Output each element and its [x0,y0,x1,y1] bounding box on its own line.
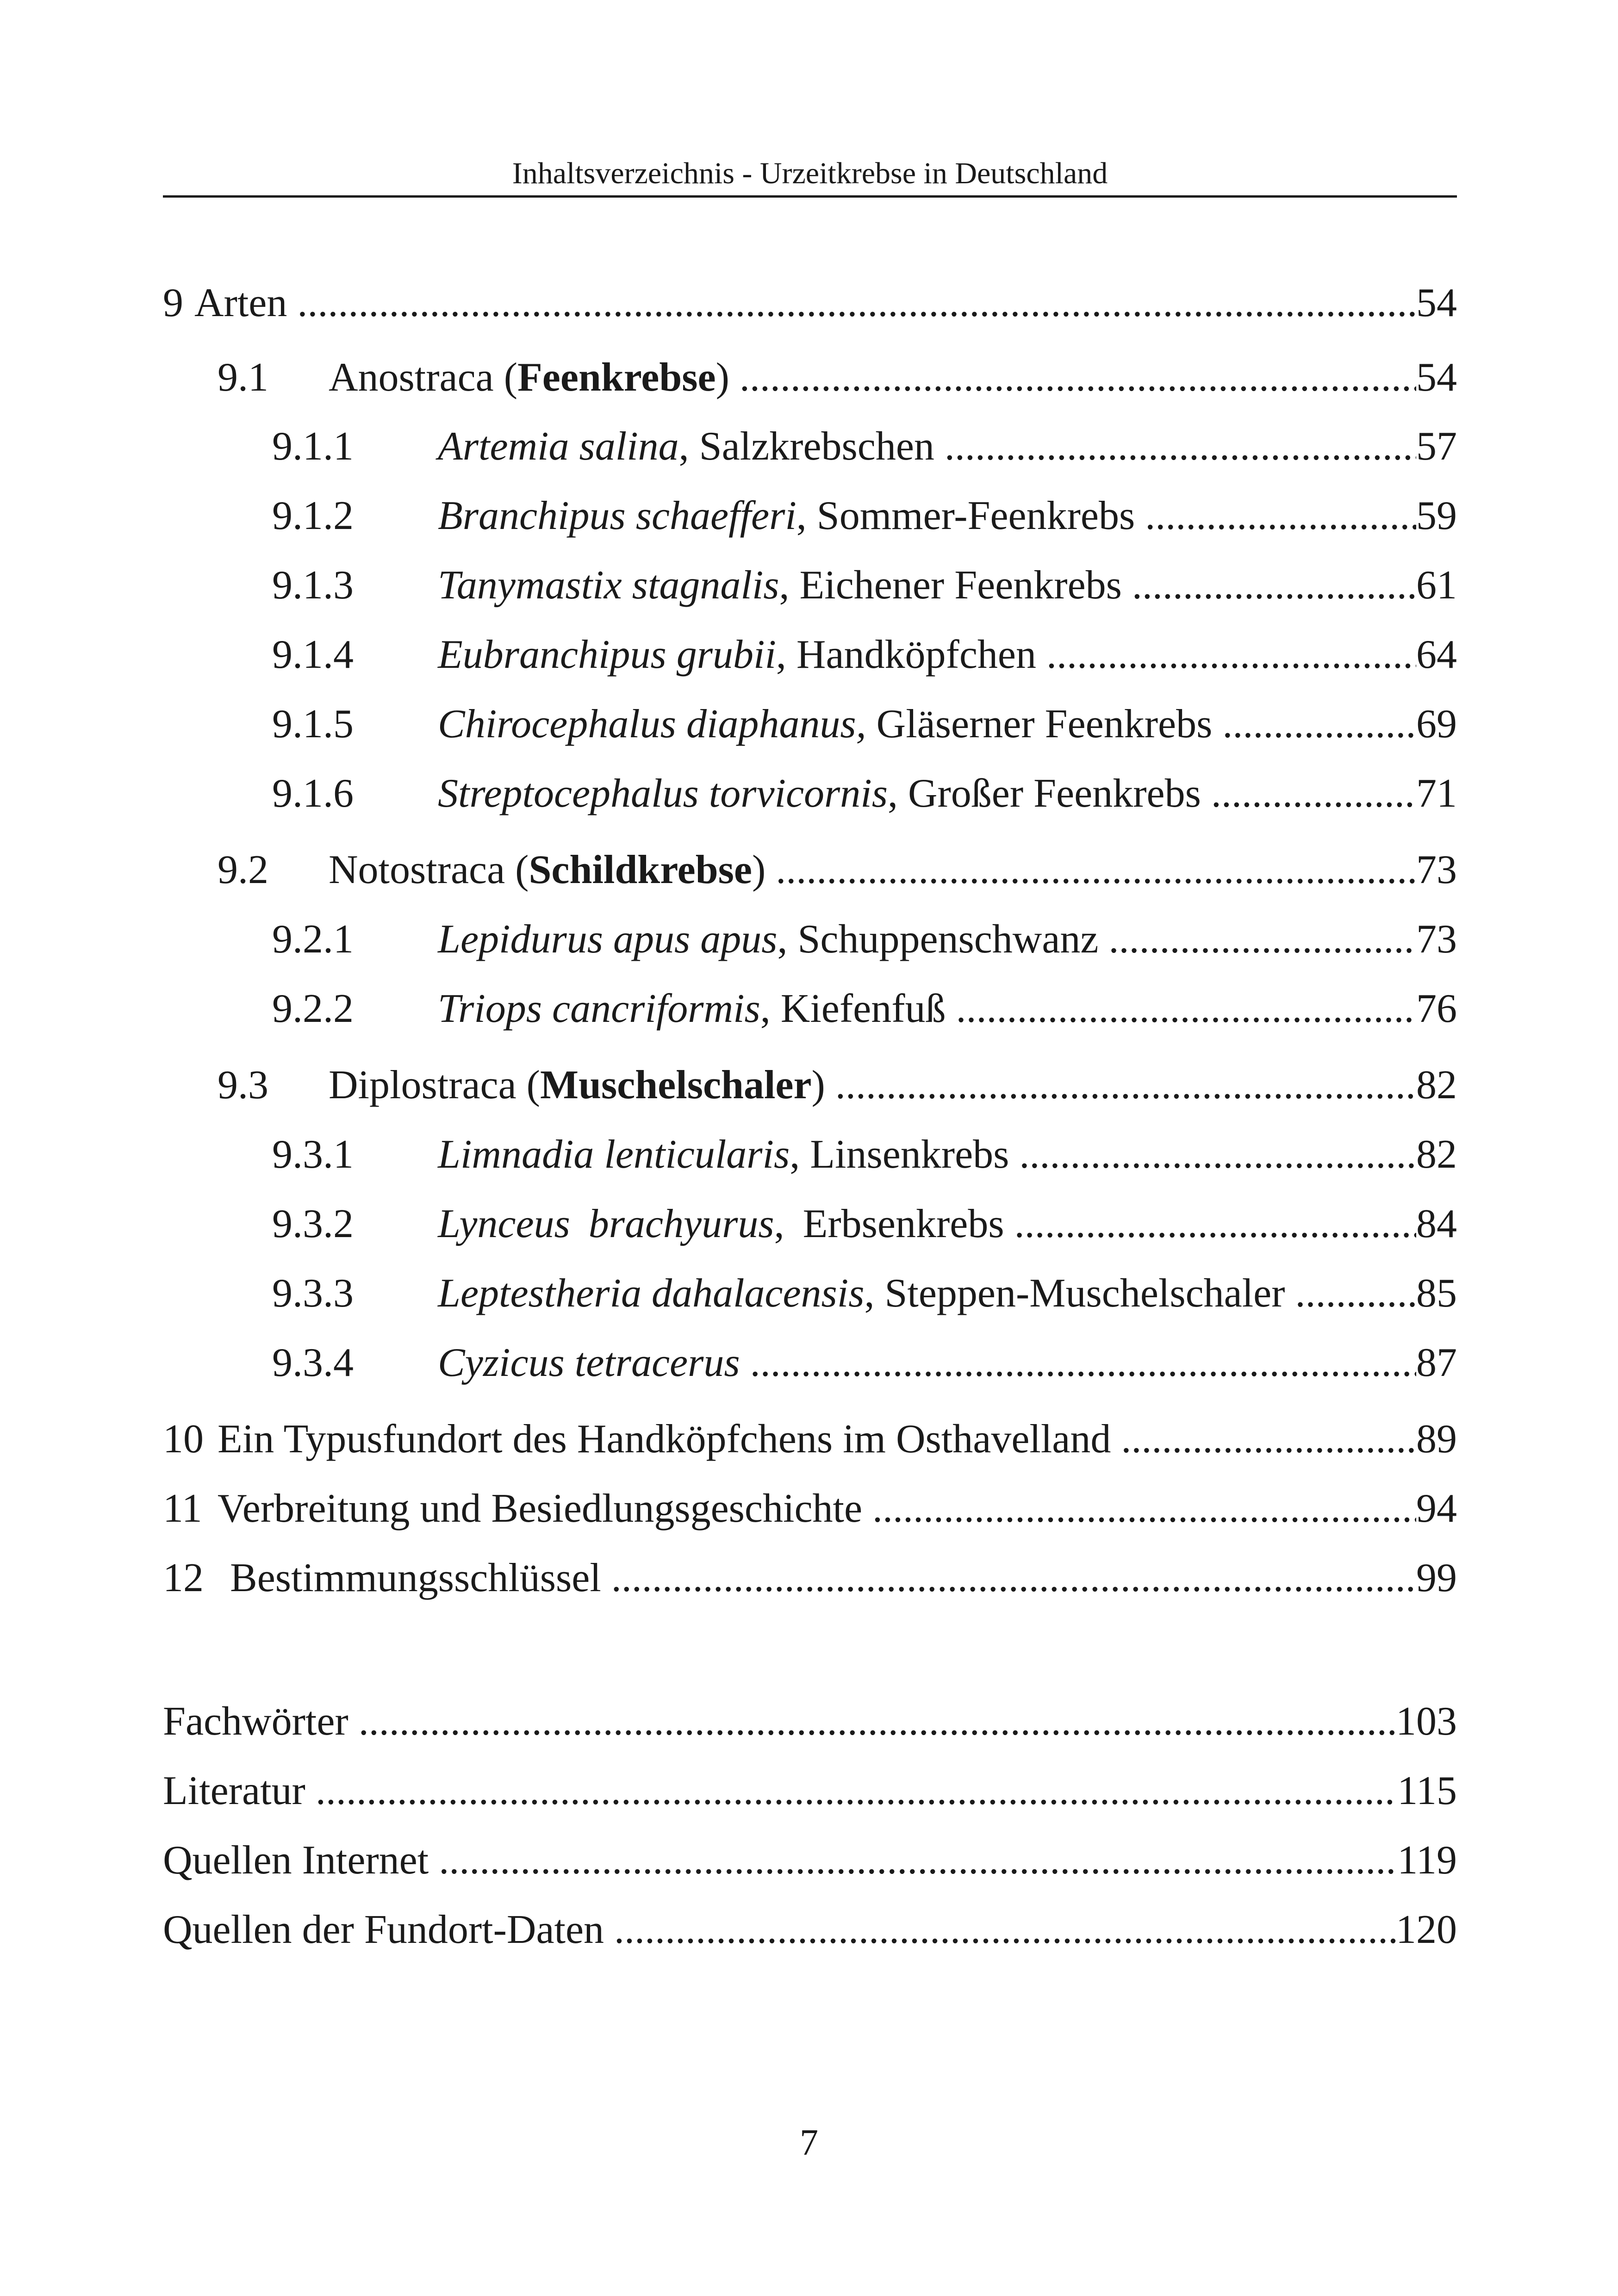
toc-page-number: 120 [1396,1904,1457,1955]
toc-page-number: 57 [1416,421,1457,472]
toc-number: 9.1.4 [272,632,354,677]
toc-page-number: 85 [1416,1268,1457,1319]
toc-entry-subsection [272,629,1457,680]
toc-leader [934,421,1416,472]
toc-leader [1201,768,1416,819]
toc-leader [1036,629,1416,680]
toc-title: Leptestheria dahalacensis, Steppen-Muschelschaler [438,1271,1285,1316]
toc-page-number: 103 [1396,1696,1457,1747]
toc-number: 9.3.3 [272,1271,354,1316]
toc-leader [1285,1268,1416,1319]
toc-title-bold: Feenkrebse [517,355,716,400]
toc-leader [1098,914,1416,965]
toc-leader [305,1766,1397,1817]
toc-title: Lynceus brachyurus, Erbsenkrebs [438,1201,1004,1246]
toc-page-number: 87 [1416,1338,1457,1388]
toc-title: Literatur [163,1768,305,1813]
toc-leader [287,278,1416,329]
toc-number: 10 [163,1417,204,1462]
toc-title: Tanymastix stagnalis, Eichener Feenkrebs [438,563,1122,608]
species-name: Limnadia lenticularis [438,1132,790,1177]
toc-number: 9.3.1 [272,1132,354,1177]
toc-entry-subsection [272,983,1457,1034]
species-name: Leptestheria dahalacensis [438,1271,865,1316]
toc-number: 9.1.1 [272,424,354,469]
toc-page-number: 99 [1416,1553,1457,1604]
toc-leader [765,845,1416,896]
toc-title: Diplostraca (Muschelschaler) [329,1063,825,1108]
toc-page-number: 94 [1416,1483,1457,1534]
toc-title [438,1338,740,1388]
toc-title: Eubranchipus grubii, Handköpfchen [438,632,1036,677]
toc-leader [1111,1414,1416,1465]
toc-page-number: 84 [1416,1199,1457,1250]
species-name: Lepidurus apus apus [438,917,778,962]
toc-title: Lepidurus apus apus, Schuppenschwanz [438,917,1099,962]
toc-page-number: 54 [1416,278,1457,329]
toc-number: 9 [163,280,183,325]
toc-entry-appendix [163,1696,1457,1747]
toc-entry-section [218,845,1457,896]
toc-title: Quellen der Fundort-Daten [163,1907,604,1952]
toc-page-number: 54 [1416,352,1457,403]
toc-page-number: 71 [1416,768,1457,819]
toc-entry-subsection [272,699,1457,750]
toc-entry-subsection [272,560,1457,611]
toc-leader [825,1060,1416,1111]
toc-number: 9.3.2 [272,1201,354,1246]
toc-title: Branchipus schaefferi, Sommer-Feenkrebs [438,493,1135,538]
running-header: Inhaltsverzeichnis - Urzeitkrebse in Deutschland [512,156,1108,190]
toc-title: Notostraca (Schildkrebse) [329,847,766,892]
toc-page-number: 82 [1416,1060,1457,1111]
toc-leader [729,352,1416,403]
toc-entry-chapter [163,1553,1457,1604]
toc-entry-chapter [163,1414,1457,1465]
toc-page-number: 119 [1397,1835,1457,1886]
header-rule [163,195,1457,198]
toc-title: Verbreitung und Besiedlungsgeschichte [218,1486,863,1531]
species-name: Chirocephalus diaphanus, [438,702,866,747]
toc-page-number: 76 [1416,983,1457,1034]
species-name: Branchipus schaefferi [438,493,797,538]
toc-number: 12 [163,1556,204,1600]
toc-number: 9.1.6 [272,771,354,816]
species-name: Artemia salina [438,424,679,469]
species-name: Eubranchipus grubii [438,632,776,677]
toc-leader [601,1553,1416,1604]
toc-entry-subsection [272,1129,1457,1180]
toc-number: 9.3 [218,1063,268,1108]
toc-title: Ein Typusfundort des Handköpfchens im Osthavelland [218,1417,1111,1462]
toc-number: 9.3.4 [272,1340,354,1385]
species-name: Cyzicus tetracerus [438,1340,740,1385]
species-name: Tanymastix stagnalis [438,563,779,608]
toc-title: Arten [194,280,287,325]
toc-leader [348,1696,1396,1747]
toc-entry-subsection [272,1268,1457,1319]
toc-leader [1009,1129,1416,1180]
toc-entry-subsection [272,914,1457,965]
toc-leader [1004,1199,1416,1250]
toc-page-number: 89 [1416,1414,1457,1465]
toc-title: Bestimmungsschlüssel [230,1556,601,1600]
toc-title-bold: Schildkrebse [529,847,752,892]
toc-entry-section [218,1060,1457,1111]
toc-leader [604,1904,1396,1955]
toc-number: 9.2.1 [272,917,354,962]
toc-entry-subsection [272,421,1457,472]
species-name: Streptocephalus torvicornis [438,771,888,816]
species-name: Triops cancriformis [438,986,760,1031]
toc-title: Quellen Internet [163,1838,429,1883]
toc-page-number: 64 [1416,629,1457,680]
toc-leader [1212,699,1416,750]
toc-title-bold: Muschelschaler [540,1063,812,1108]
toc-leader [1135,491,1416,541]
toc-title: Limnadia lenticularis, Linsenkrebs [438,1132,1009,1177]
toc-title: Artemia salina, Salzkrebschen [438,424,934,469]
toc-page-number: 59 [1416,491,1457,541]
toc-page-number: 73 [1416,845,1457,896]
toc-title: Anostraca (Feenkrebse) [329,355,729,400]
toc-page-number: 115 [1397,1766,1457,1817]
toc-number: 11 [163,1486,202,1531]
toc-page-number: 82 [1416,1129,1457,1180]
toc-page-number: 73 [1416,914,1457,965]
toc-entry-appendix [163,1766,1457,1817]
toc-leader [862,1483,1416,1534]
toc-entry-chapter [163,1483,1457,1534]
toc-entry-subsection [272,491,1457,541]
toc-leader [946,983,1416,1034]
toc-entry-subsection [272,1199,1457,1250]
toc-number: 9.2.2 [272,986,354,1031]
toc-title: Fachwörter [163,1699,348,1744]
toc-entry-appendix [163,1835,1457,1886]
toc-entry-appendix [163,1904,1457,1955]
species-name: Lynceus brachyurus [438,1201,774,1246]
toc-leader [1122,560,1416,611]
toc-leader [429,1835,1397,1886]
toc-entry-subsection [272,768,1457,819]
toc-number: 9.1.3 [272,563,354,608]
toc-title: Triops cancriformis, Kiefenfuß [438,986,946,1031]
toc-number: 9.1 [218,355,268,400]
toc-number: 9.2 [218,847,268,892]
toc-entry-chapter [163,278,1457,329]
toc-page-number: 61 [1416,560,1457,611]
toc-title: Streptocephalus torvicornis, Großer Feenkrebs [438,771,1201,816]
toc-leader [740,1338,1416,1388]
toc-title: Chirocephalus diaphanus, Gläserner Feenkrebs [438,702,1213,747]
page-number: 7 [800,2122,818,2163]
toc-entry-subsection [272,1338,1457,1388]
toc-entry-section [218,352,1457,403]
toc-page-number: 69 [1416,699,1457,750]
toc-number: 9.1.5 [272,702,354,747]
toc-number: 9.1.2 [272,493,354,538]
